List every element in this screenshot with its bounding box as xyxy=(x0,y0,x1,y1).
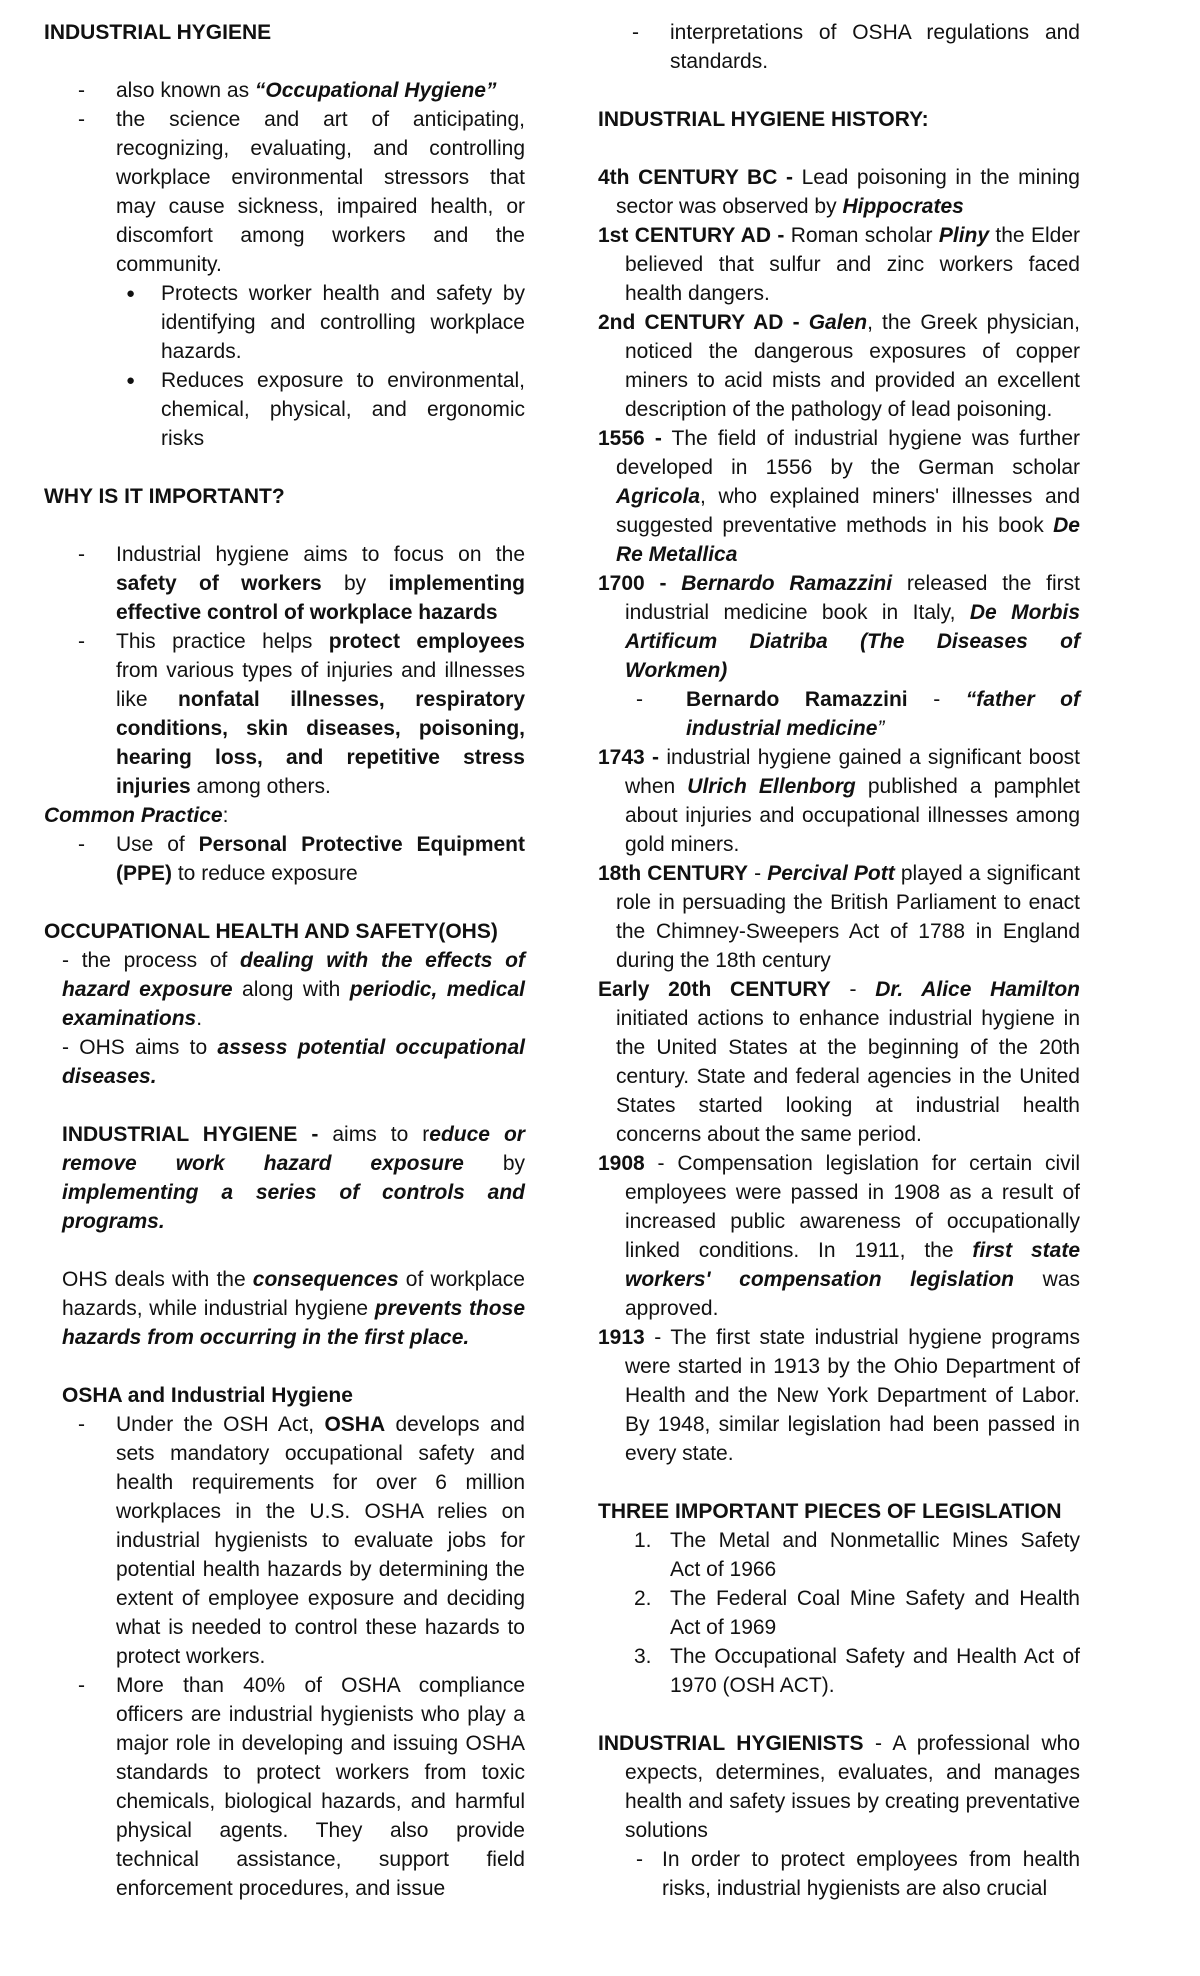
comparison-paragraph: OHS deals with the consequences of workplace hazards, while industrial hygiene prevents those hazards from occurring in the first place. xyxy=(62,1268,525,1349)
ih-bullet-item: ● Protects worker health and safety by identifying and controlling workplace hazards. xyxy=(44,279,525,366)
hygienists-definition: INDUSTRIAL HYGIENISTS - A professional who expects, determines, evaluates, and manages health and safety issues by creating preventative solutions xyxy=(598,1732,1081,1842)
left-column xyxy=(44,18,525,1903)
why-item: - Industrial hygiene aims to focus on the safety of workers by implementing effective control of workplace hazards xyxy=(44,540,525,627)
history-sub-entry: - Bernardo Ramazzini - “father of industrial medicine” xyxy=(598,685,1080,743)
section-title-industrial-hygiene: INDUSTRIAL HYGIENE xyxy=(44,21,272,44)
section-title-why-important: WHY IS IT IMPORTANT? xyxy=(44,485,285,508)
history-entry: 1st CENTURY AD - Roman scholar Pliny the Elder believed that sulfur and zinc workers faced health dangers. xyxy=(598,224,1080,305)
common-practice-label: Common Practice: xyxy=(44,804,229,827)
ppe-item: - Use of Personal Protective Equipment (PPE) to reduce exposure xyxy=(44,830,525,888)
history-entry: 4th CENTURY BC - Lead poisoning in the mining sector was observed by Hippocrates xyxy=(598,166,1080,218)
history-entry: 2nd CENTURY AD - Galen, the Greek physician, noticed the dangerous exposures of copper miners to acid mists and provided an excellent description of the pathology of lead poisoning. xyxy=(598,311,1080,421)
history-entry: Early 20th CENTURY - Dr. Alice Hamilton initiated actions to enhance industrial hygiene in the United States at the beginning of the 20th century. State and federal agencies in the United States started looking at industrial health concerns about the same period. xyxy=(598,978,1080,1146)
hygienists-sub-item: - In order to protect employees from health risks, industrial hygienists are also crucial xyxy=(598,1845,1080,1903)
history-entry: 1700 - Bernardo Ramazzini released the first industrial medicine book in Italy, De Morbis Artificum Diatriba (The Diseases of Workmen) xyxy=(598,572,1080,682)
section-title-legislation: THREE IMPORTANT PIECES OF LEGISLATION xyxy=(598,1500,1062,1523)
ih-definition-item: - the science and art of anticipating, recognizing, evaluating, and controlling workplace environmental stressors that may cause sickness, impaired health, or discomfort among workers and the community. xyxy=(44,105,525,279)
ih-summary-paragraph: INDUSTRIAL HYGIENE - aims to reduce or remove work hazard exposure by implementing a series of controls and programs. xyxy=(62,1123,525,1233)
history-entry: 1743 - industrial hygiene gained a significant boost when Ulrich Ellenborg published a pamphlet about injuries and occupational illnesses among gold miners. xyxy=(598,746,1081,856)
history-entry: 1556 - The field of industrial hygiene was further developed in 1556 by the German scholar Agricola, who explained miners' illnesses and suggested preventative methods in his book De Re Metallica xyxy=(598,427,1080,566)
legislation-item: 2. The Federal Coal Mine Safety and Health Act of 1969 xyxy=(634,1587,1080,1639)
osha-item: - More than 40% of OSHA compliance officers are industrial hygienists who play a major role in developing and issuing OSHA standards to protect workers from toxic chemicals, biological hazards, and harmful physical agents. They also provide technical assistance, support field enforcement procedures, and issue xyxy=(44,1671,525,1903)
ih-bullet-item: ● Reduces exposure to environmental, chemical, physical, and ergonomic risks xyxy=(44,366,525,453)
right-column xyxy=(598,18,1080,1903)
osha-item: - Under the OSH Act, OSHA develops and sets mandatory occupational safety and health requirements for over 6 million workplaces in the U.S. OSHA relies on industrial hygienists to evaluate jobs for potential health hazards by determining the extent of employee exposure and deciding what is needed to control these hazards to protect workers. xyxy=(44,1410,525,1671)
section-title-ohs: OCCUPATIONAL HEALTH AND SAFETY(OHS) xyxy=(44,920,498,943)
section-title-history: INDUSTRIAL HYGIENE HISTORY: xyxy=(598,108,929,131)
why-item: - This practice helps protect employees from various types of injuries and illnesses like nonfatal illnesses, respiratory conditions, skin diseases, poisoning, hearing loss, and repetitive stress injuries among others. xyxy=(44,627,525,801)
history-entry: 18th CENTURY - Percival Pott played a significant role in persuading the British Parliament to enact the Chimney-Sweepers Act of 1788 in England during the 18th century xyxy=(598,862,1080,972)
history-entry: 1913 - The first state industrial hygiene programs were started in 1913 by the Ohio Department of Health and the New York Department of Labor. By 1948, similar legislation had been passed in every state. xyxy=(598,1326,1080,1465)
ih-aka-item: - also known as “Occupational Hygiene” xyxy=(44,76,525,105)
history-entry: 1908 - Compensation legislation for certain civil employees were passed in 1908 as a result of increased public awareness of occupationally linked conditions. In 1911, the first state workers' compensation legislation was approved. xyxy=(598,1152,1081,1320)
ohs-paragraph: - the process of dealing with the effects of hazard exposure along with periodic, medical examinations. xyxy=(62,949,525,1030)
ohs-paragraph: - OHS aims to assess potential occupational diseases. xyxy=(62,1036,525,1088)
legislation-item: 1. The Metal and Nonmetallic Mines Safety Act of 1966 xyxy=(634,1529,1080,1581)
legislation-item: 3. The Occupational Safety and Health Act of 1970 (OSH ACT). xyxy=(634,1645,1080,1697)
section-title-osha: OSHA and Industrial Hygiene xyxy=(62,1384,353,1407)
continued-text: - interpretations of OSHA regulations and standards. xyxy=(598,18,1080,76)
